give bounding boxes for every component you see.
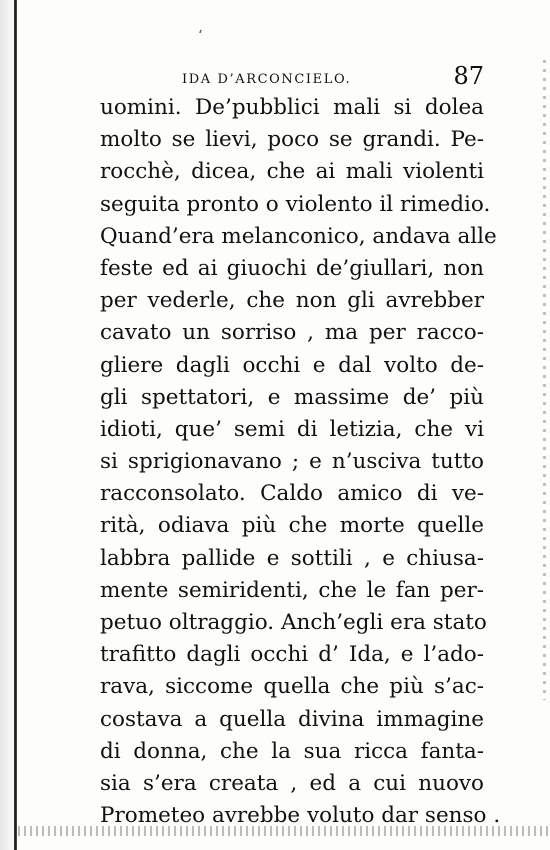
stray-ink-mark: ‘: [198, 28, 203, 44]
text-line: uomini. De’pubblici mali si dolea: [100, 95, 484, 120]
text-line: sia s’era creata , ed a cui nuovo: [100, 770, 484, 796]
page-edge-right: [543, 60, 546, 700]
text-line: trafitto dagli occhi d’ Ida, e l’ado-: [100, 642, 484, 668]
text-line: feste ed ai giuochi de’giullari, non: [100, 255, 484, 281]
text-line: racconsolato. Caldo amico di ve-: [100, 481, 484, 507]
body-text: [100, 92, 501, 832]
text-line: gli spettatori, e massime de’ più: [100, 384, 484, 410]
text-line: mente semiridenti, che le fan per-: [100, 577, 484, 603]
running-title: IDA D’ARCONCIELO.: [182, 72, 352, 87]
running-header: [100, 62, 484, 88]
text-line: Prometeo avrebbe voluto dar senso .: [100, 803, 501, 829]
text-line: petuo oltraggio. Anch’egli era stato: [100, 610, 487, 635]
text-line: per vederle, che non gli avrebber: [100, 288, 484, 314]
text-line: Quand’era melanconico, andava alle: [100, 223, 497, 249]
text-line: cavato un sorriso , ma per racco-: [100, 320, 484, 346]
text-line: seguita pronto o violento il rimedio.: [100, 191, 491, 217]
page-number: 87: [453, 62, 484, 90]
text-line: rità, odiava più che morte quelle: [100, 513, 484, 539]
text-line: gliere dagli occhi e dal volto de-: [100, 352, 484, 378]
text-line: rava, siccome quella che più s’ac-: [100, 674, 484, 700]
text-line: labbra pallide e sottili , e chiusa-: [100, 545, 484, 571]
binding-shadow: [0, 0, 14, 850]
text-line: idioti, que’ semi di letizia, che vi: [100, 416, 484, 442]
text-line: si sprigionavano ; e n’usciva tutto: [100, 449, 484, 475]
text-line: molto se lievi, poco se grandi. Pe-: [100, 127, 484, 153]
binding-edge: [14, 0, 17, 850]
text-line: costava a quella divina immagine: [100, 706, 484, 732]
text-line: di donna, che la sua ricca fanta-: [100, 738, 484, 764]
text-line: rocchè, dicea, che ai mali violenti: [100, 159, 484, 185]
